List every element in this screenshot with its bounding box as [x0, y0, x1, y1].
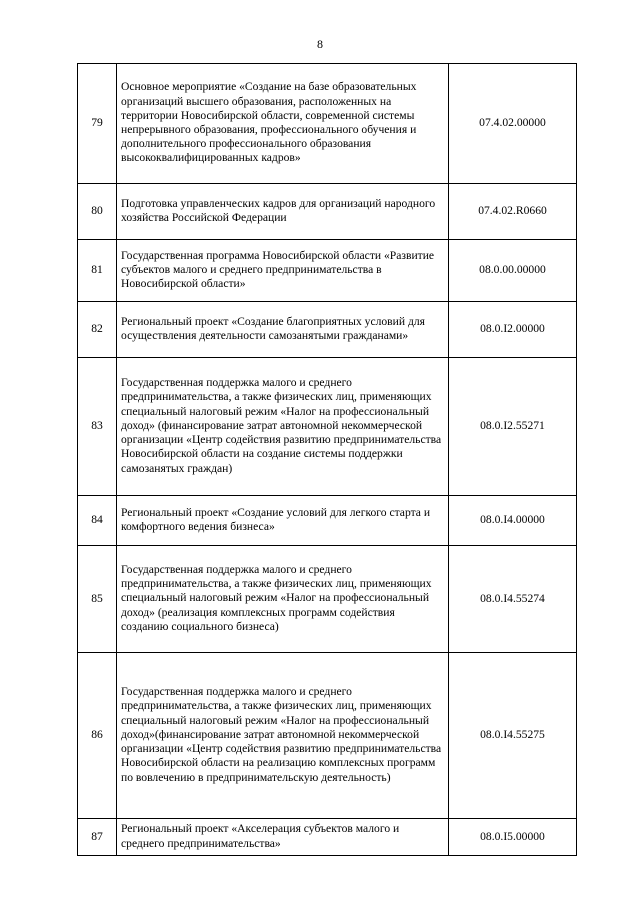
row-number: 86: [78, 653, 117, 819]
row-code: 07.4.02.00000: [449, 64, 577, 184]
table-row: [78, 184, 577, 240]
row-description: Государственная поддержка малого и среднего предпринимательства, а также физических лиц, применяющих специальный налоговый режим «Налог на профессиональный доход»(финансирование затрат автономной некоммерческой организации «Центр содействия развитию предпринимательства Новосибирской области на реализацию комплексных программ по вовлечению в предпринимательскую деятельность): [117, 653, 449, 819]
row-description: Основное мероприятие «Создание на базе образовательных организаций высшего образования, расположенных на территории Новосибирской области, современной системы непрерывного образования, профессионального обучения и дополнительного профессионального образования высококвалифицированных кадров»: [117, 64, 449, 184]
row-number: 82: [78, 302, 117, 358]
row-number: 87: [78, 819, 117, 856]
row-description: Государственная программа Новосибирской области «Развитие субъектов малого и среднего предпринимательства в Новосибирской области»: [117, 240, 449, 302]
row-code: 08.0.00.00000: [449, 240, 577, 302]
row-description: Региональный проект «Создание условий для легкого старта и комфортного ведения бизнеса»: [117, 496, 449, 546]
table-row: [78, 653, 577, 819]
row-code: 08.0.I2.00000: [449, 302, 577, 358]
table-row: [78, 240, 577, 302]
classification-table: [77, 63, 577, 856]
row-code: 08.0.I2.55271: [449, 358, 577, 496]
row-code: 08.0.I4.55275: [449, 653, 577, 819]
row-number: 85: [78, 546, 117, 653]
table-row: [78, 546, 577, 653]
row-code: 08.0.I4.55274: [449, 546, 577, 653]
row-description: Государственная поддержка малого и среднего предпринимательства, а также физических лиц, применяющих специальный налоговый режим «Налог на профессиональный доход» (реализация комплексных программ содействия созданию социального бизнеса): [117, 546, 449, 653]
row-code: 07.4.02.R0660: [449, 184, 577, 240]
table-row: [78, 819, 577, 856]
table-row: [78, 496, 577, 546]
table-row: [78, 358, 577, 496]
row-number: 84: [78, 496, 117, 546]
row-number: 80: [78, 184, 117, 240]
row-description: Региональный проект «Создание благоприятных условий для осуществления деятельности самозанятыми гражданами»: [117, 302, 449, 358]
row-description: Государственная поддержка малого и среднего предпринимательства, а также физических лиц, применяющих специальный налоговый режим «Налог на профессиональный доход» (финансирование затрат автономной некоммерческой организации «Центр содействия развитию предпринимательства Новосибирской области на создание системы поддержки самозанятых граждан): [117, 358, 449, 496]
row-code: 08.0.I4.00000: [449, 496, 577, 546]
table-row: [78, 302, 577, 358]
table-row: [78, 64, 577, 184]
row-number: 81: [78, 240, 117, 302]
row-description: Подготовка управленческих кадров для организаций народного хозяйства Российской Федерации: [117, 184, 449, 240]
row-number: 83: [78, 358, 117, 496]
row-code: 08.0.I5.00000: [449, 819, 577, 856]
row-description: Региональный проект «Акселерация субъектов малого и среднего предпринимательства»: [117, 819, 449, 856]
row-number: 79: [78, 64, 117, 184]
page-number: 8: [317, 37, 323, 51]
